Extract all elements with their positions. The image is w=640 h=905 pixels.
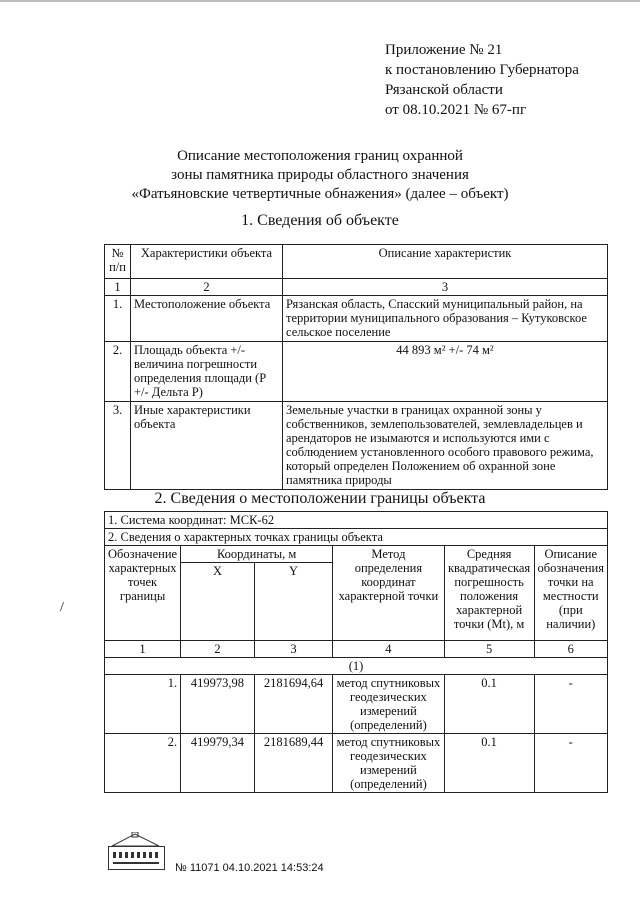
column-index: 5 (444, 641, 534, 658)
table-row (105, 296, 608, 342)
section1-heading: 1. Сведения об объекте (241, 212, 399, 229)
point-x: 419979,34 (181, 734, 255, 793)
title-line: зоны памятника природы областного значения (171, 167, 469, 183)
header-designation: Обозначение характерных точек границы (105, 546, 181, 641)
row-description: 44 893 м² +/- 74 м² (283, 342, 608, 402)
row-description: Земельные участки в границах охранной зоны у собственников, землепользователей, землевладельцев и арендаторов не изымаются и используются ими с соблюдением установленного особого правового режима, который определен Положением об охранной зоне памятника природы (283, 402, 608, 490)
appendix-line: Рязанской области (385, 82, 503, 98)
title-line: Описание местоположения границ охранной (177, 148, 463, 164)
row-name: Местоположение объекта (131, 296, 283, 342)
row-number: 1. (105, 296, 131, 342)
point-error: 0.1 (444, 675, 534, 734)
points-title: 2. Сведения о характерных точках границы объекта (105, 529, 608, 546)
document-title (0, 147, 640, 204)
column-index: 3 (283, 279, 608, 296)
table-row (105, 402, 608, 490)
contour-label: (1) (105, 658, 608, 675)
section2-heading: 2. Сведения о местоположении границы объекта (154, 490, 486, 507)
row-number: 2. (105, 342, 131, 402)
point-description: - (534, 734, 608, 793)
point-number: 1. (105, 675, 181, 734)
point-error: 0.1 (444, 734, 534, 793)
column-index: 2 (131, 279, 283, 296)
boundary-points-table (104, 511, 608, 793)
point-number: 2. (105, 734, 181, 793)
registry-stamp-box (108, 846, 165, 870)
margin-pen-mark: / (60, 600, 64, 615)
column-index: 4 (333, 641, 444, 658)
appendix-line: Приложение № 21 (385, 42, 503, 58)
header-x: X (181, 563, 255, 641)
row-description: Рязанская область, Спасский муниципальный район, на территории муниципального образования – Кутуковское сельское поселение (283, 296, 608, 342)
point-method: метод спутниковых геодезических измерений (определений) (333, 675, 444, 734)
column-index: 2 (181, 641, 255, 658)
header-coordinates: Координаты, м (181, 546, 333, 563)
header-description: Описание характеристик (283, 245, 608, 279)
column-index: 1 (105, 641, 181, 658)
row-name: Площадь объекта +/- величина погрешности определения площади (P +/- Дельта P) (131, 342, 283, 402)
header-error: Средняя квадратическая погрешность положения характерной точки (Mt), м (444, 546, 534, 641)
header-num: № п/п (105, 245, 131, 279)
point-method: метод спутниковых геодезических измерений (определений) (333, 734, 444, 793)
table-row (105, 675, 608, 734)
column-index: 1 (105, 279, 131, 296)
registry-stamp-icon (108, 832, 163, 846)
coordinate-system: 1. Система координат: МСК-62 (105, 512, 608, 529)
table-row (105, 734, 608, 793)
header-method: Метод определения координат характерной точки (333, 546, 444, 641)
appendix-header (385, 40, 579, 120)
table-row (105, 342, 608, 402)
row-name: Иные характеристики объекта (131, 402, 283, 490)
header-point-description: Описание обозначения точки на местности (при наличии) (534, 546, 608, 641)
appendix-line: от 08.10.2021 № 67-пг (385, 102, 527, 118)
title-line: «Фатьяновские четвертичные обнажения» (далее – объект) (131, 186, 509, 202)
point-x: 419973,98 (181, 675, 255, 734)
point-y: 2181689,44 (254, 734, 332, 793)
registration-number: № 11071 04.10.2021 14:53:24 (175, 862, 324, 874)
point-y: 2181694,64 (254, 675, 332, 734)
object-info-table (104, 244, 608, 490)
header-characteristics: Характеристики объекта (131, 245, 283, 279)
appendix-line: к постановлению Губернатора (385, 62, 579, 78)
point-description: - (534, 675, 608, 734)
scan-top-edge (0, 0, 640, 12)
header-y: Y (254, 563, 332, 641)
row-number: 3. (105, 402, 131, 490)
column-index: 3 (254, 641, 332, 658)
column-index: 6 (534, 641, 608, 658)
